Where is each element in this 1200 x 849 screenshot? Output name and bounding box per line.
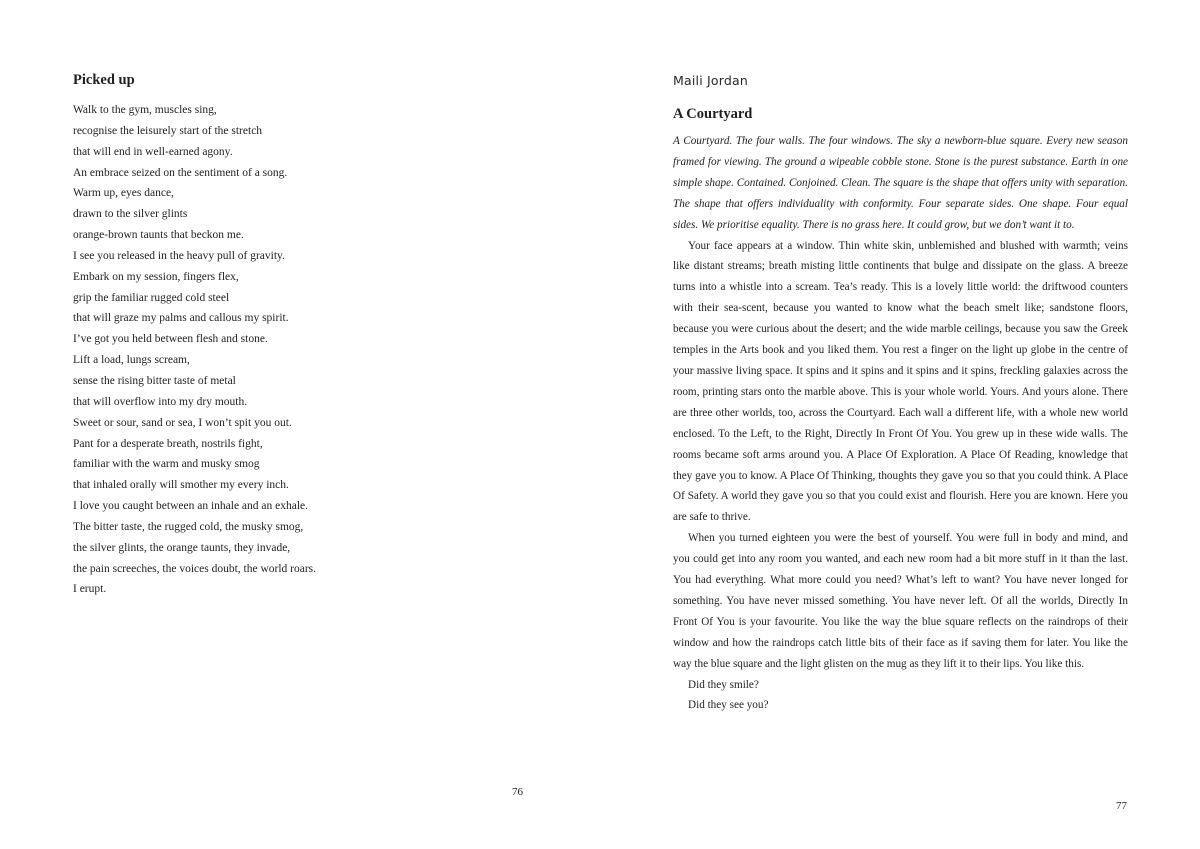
- poem-line: I love you caught between an inhale and an exhale.: [73, 500, 309, 513]
- poem-line: familiar with the warm and musky smog: [73, 458, 260, 471]
- story-paragraph: When you turned eighteen you were the best of yourself. You were full in body and mind, and you could get into any room you wanted, and each new room had a bit more stuff in it than the last. You had everything. What more could you need? What’s left to want? You have never longed for something. You have never missed something. You have never left. Of all the worlds, Directly In Front Of You is your favourite. You like the way the blue square reflects on the raindrops of their window and how the raindrops catch little bits of their face as if saving them for later. You like the way the blue square and the light glisten on the mug as they lift it to their lips. You like this.: [673, 532, 1128, 670]
- poem-line: Warm up, eyes dance,: [73, 187, 174, 200]
- poem-line: orange-brown taunts that beckon me.: [73, 229, 244, 242]
- poem-line: drawn to the silver glints: [73, 208, 188, 221]
- poem-line: An embrace seized on the sentiment of a song.: [73, 166, 288, 179]
- poem-line: Embark on my session, fingers flex,: [73, 270, 239, 283]
- story-paragraph-intro: A Courtyard. The four walls. The four windows. The sky a newborn-blue square. Every new season framed for viewing. The ground a wipeable cobble stone. Stone is the purest substance. Earth in one simple shape. Contained. Conjoined. Clean. The square is the shape that offers unity with separation. The shape that offers individuality with conformity. Four separate sides. One shape. Four equal sides. We prioritise equality. There is no grass here. It could grow, but we don’t want it to.: [673, 135, 1128, 231]
- story-paragraph: Your face appears at a window. Thin white skin, unblemished and blushed with warmth; veins like distant streams; breath misting little continents that bulge and dissipate on the glass. A breeze turns into a whistle into a scream. Tea’s ready. This is a lovely little world: the driftwood counters with their sea-scent, because you wanted to know what the beach smelt like; sandstone floors, because you were curious about the desert; and the wide marble ceilings, because you saw the Greek temples in the Arts book and you liked them. You rest a finger on the light up globe in the centre of your massive living space. It spins and it spins and it spins and it spins, freckling galaxies across the room, printing stars onto the marble above. This is your whole world. Yours. And yours alone. There are three other worlds, too, across the Courtyard. Each wall a different life, with a whole new world enclosed. To the Left, to the Right, Directly In Front Of You. You grew up in these wide walls. The rooms became soft arms around you. A Place Of Exploration. A Place Of Reading, knowledge that they gave you to know. A Place Of Thinking, thoughts they gave you so that you could think. A Place Of Safety. A world they gave you so that you could exist and flourish. Here you are known. Here you are safe to thrive.: [673, 239, 1128, 524]
- poem-line: I see you released in the heavy pull of gravity.: [73, 249, 285, 262]
- page-number-right: 77: [1116, 800, 1127, 812]
- story-body: [673, 131, 1128, 716]
- story-paragraph: Did they smile?: [688, 678, 759, 691]
- story-title: A Courtyard: [673, 106, 753, 122]
- poem-line: the silver glints, the orange taunts, they invade,: [73, 541, 291, 554]
- poem-line: that will graze my palms and callous my spirit.: [73, 312, 289, 325]
- poem-title: Picked up: [73, 72, 135, 88]
- page-number-left: 76: [512, 786, 523, 798]
- poem-line: The bitter taste, the rugged cold, the musky smog,: [73, 520, 304, 533]
- poem-line: I’ve got you held between flesh and stone.: [73, 333, 268, 346]
- right-page: [600, 0, 1200, 849]
- poem-line: Lift a load, lungs scream,: [73, 354, 190, 367]
- poem-line: sense the rising bitter taste of metal: [73, 374, 236, 387]
- poem-line: Walk to the gym, muscles sing,: [73, 104, 217, 116]
- story-paragraph: Did they see you?: [688, 699, 769, 712]
- poem-line: Pant for a desperate breath, nostrils fight,: [73, 437, 263, 450]
- poem-line: the pain screeches, the voices doubt, the world roars.: [73, 562, 317, 575]
- poem-line: that inhaled orally will smother my every inch.: [73, 479, 289, 492]
- poem-line: I erupt.: [73, 583, 107, 596]
- author-name: Maili Jordan: [673, 73, 749, 88]
- poem-line: Sweet or sour, sand or sea, I won’t spit you out.: [73, 416, 292, 429]
- poem-line: recognise the leisurely start of the stretch: [73, 124, 263, 137]
- poem-line: grip the familiar rugged cold steel: [73, 291, 230, 304]
- poem-line: that will end in well-earned agony.: [73, 145, 233, 158]
- poem-lines: [73, 100, 393, 600]
- poem-line: that will overflow into my dry mouth.: [73, 395, 248, 408]
